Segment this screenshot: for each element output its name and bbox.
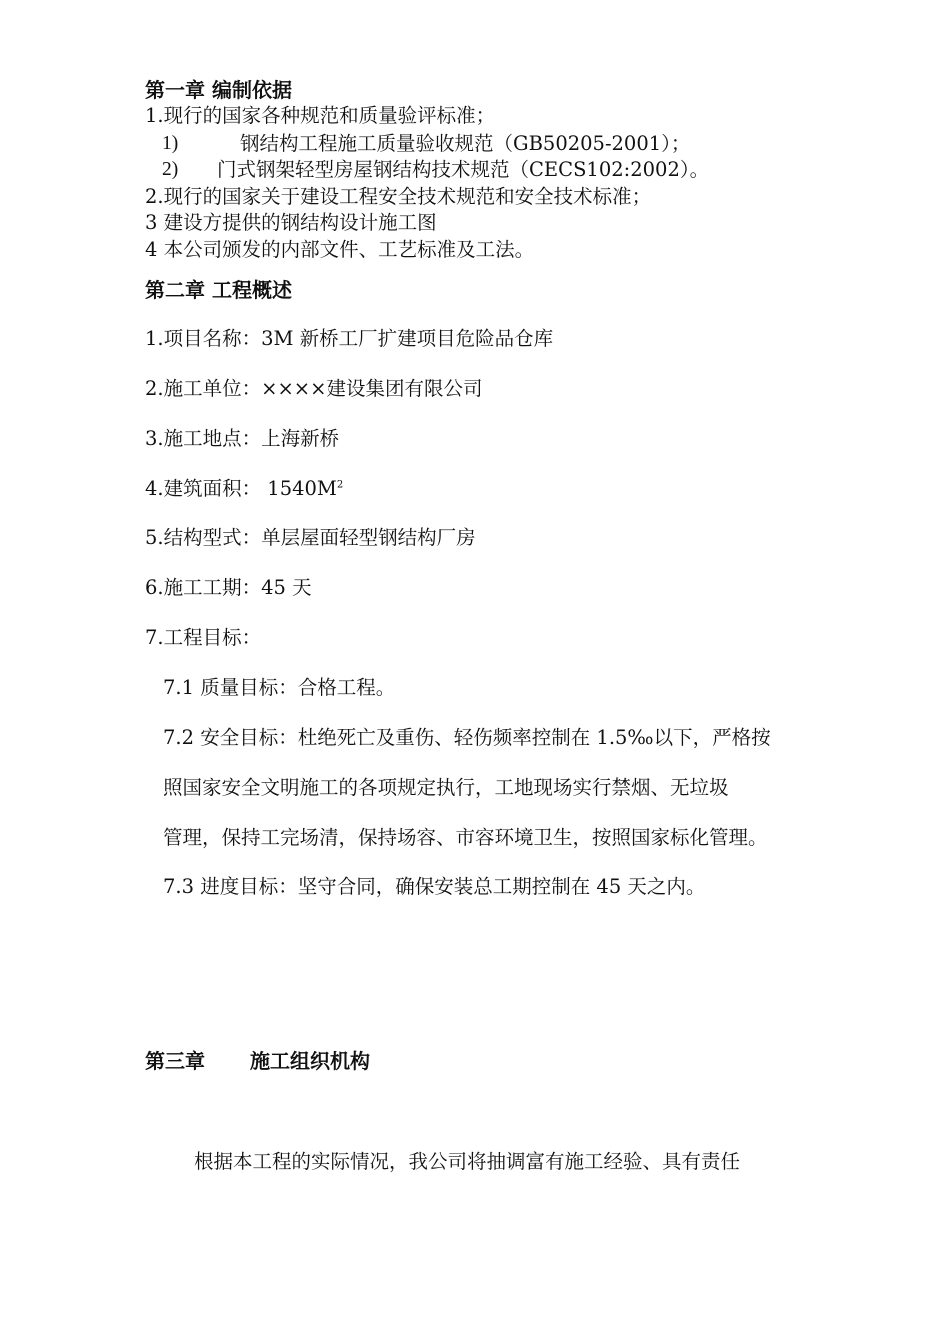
chapter2-item1: 1.项目名称：3M 新桥工厂扩建项目危险品仓库 (145, 327, 554, 350)
chapter1-item1: 1.现行的国家各种规范和质量验评标准； (145, 104, 496, 127)
chapter1-sub2-text: 门式钢架轻型房屋钢结构技术规范（CECS102:2002）。 (217, 158, 710, 181)
chapter2-item6: 6.施工工期：45 天 (145, 576, 312, 599)
chapter2-goal2-line2: 照国家安全文明施工的各项规定执行，工地现场实行禁烟、无垃圾 (163, 776, 729, 799)
chapter1-sub2-number: 2) (162, 159, 179, 180)
chapter1-sub1-text: 钢结构工程施工质量验收规范（GB50205-2001）； (240, 132, 691, 155)
chapter1-item4: 4 本公司颁发的内部文件、工艺标准及工法。 (145, 238, 535, 261)
chapter2-item4 (145, 475, 343, 503)
chapter3-title-text: 施工组织机构 (250, 1049, 370, 1073)
chapter1-item3: 3 建设方提供的钢结构设计施工图 (145, 211, 437, 234)
chapter2-item4-text: 4.建筑面积： 1540M (145, 477, 337, 500)
chapter2-item5: 5.结构型式：单层屋面轻型钢结构厂房 (145, 526, 476, 549)
chapter1-title: 第一章 编制依据 (145, 78, 292, 102)
chapter2-item7: 7.工程目标： (145, 626, 262, 649)
chapter2-goal2-line3: 管理，保持工完场清，保持场容、市容环境卫生，按照国家标化管理。 (163, 826, 768, 849)
chapter3-paragraph1: 根据本工程的实际情况，我公司将抽调富有施工经验、具有责任 (194, 1150, 741, 1173)
chapter1-sub1-number: 1) (162, 133, 179, 154)
chapter1-item2: 2.现行的国家关于建设工程安全技术规范和安全技术标准； (145, 185, 652, 208)
chapter2-item2: 2.施工单位：××××建设集团有限公司 (145, 377, 483, 400)
chapter2-goal2-line1: 7.2 安全目标：杜绝死亡及重伤、轻伤频率控制在 1.5‰以下，严格按 (163, 726, 771, 749)
chapter3-title-number: 第三章 (145, 1049, 205, 1073)
chapter2-goal3: 7.3 进度目标：坚守合同，确保安装总工期控制在 45 天之内。 (163, 875, 706, 898)
chapter2-title: 第二章 工程概述 (145, 278, 292, 302)
chapter2-item4-superscript: 2 (336, 479, 344, 491)
chapter2-item3: 3.施工地点：上海新桥 (145, 427, 340, 450)
chapter2-goal1: 7.1 质量目标：合格工程。 (163, 676, 396, 699)
